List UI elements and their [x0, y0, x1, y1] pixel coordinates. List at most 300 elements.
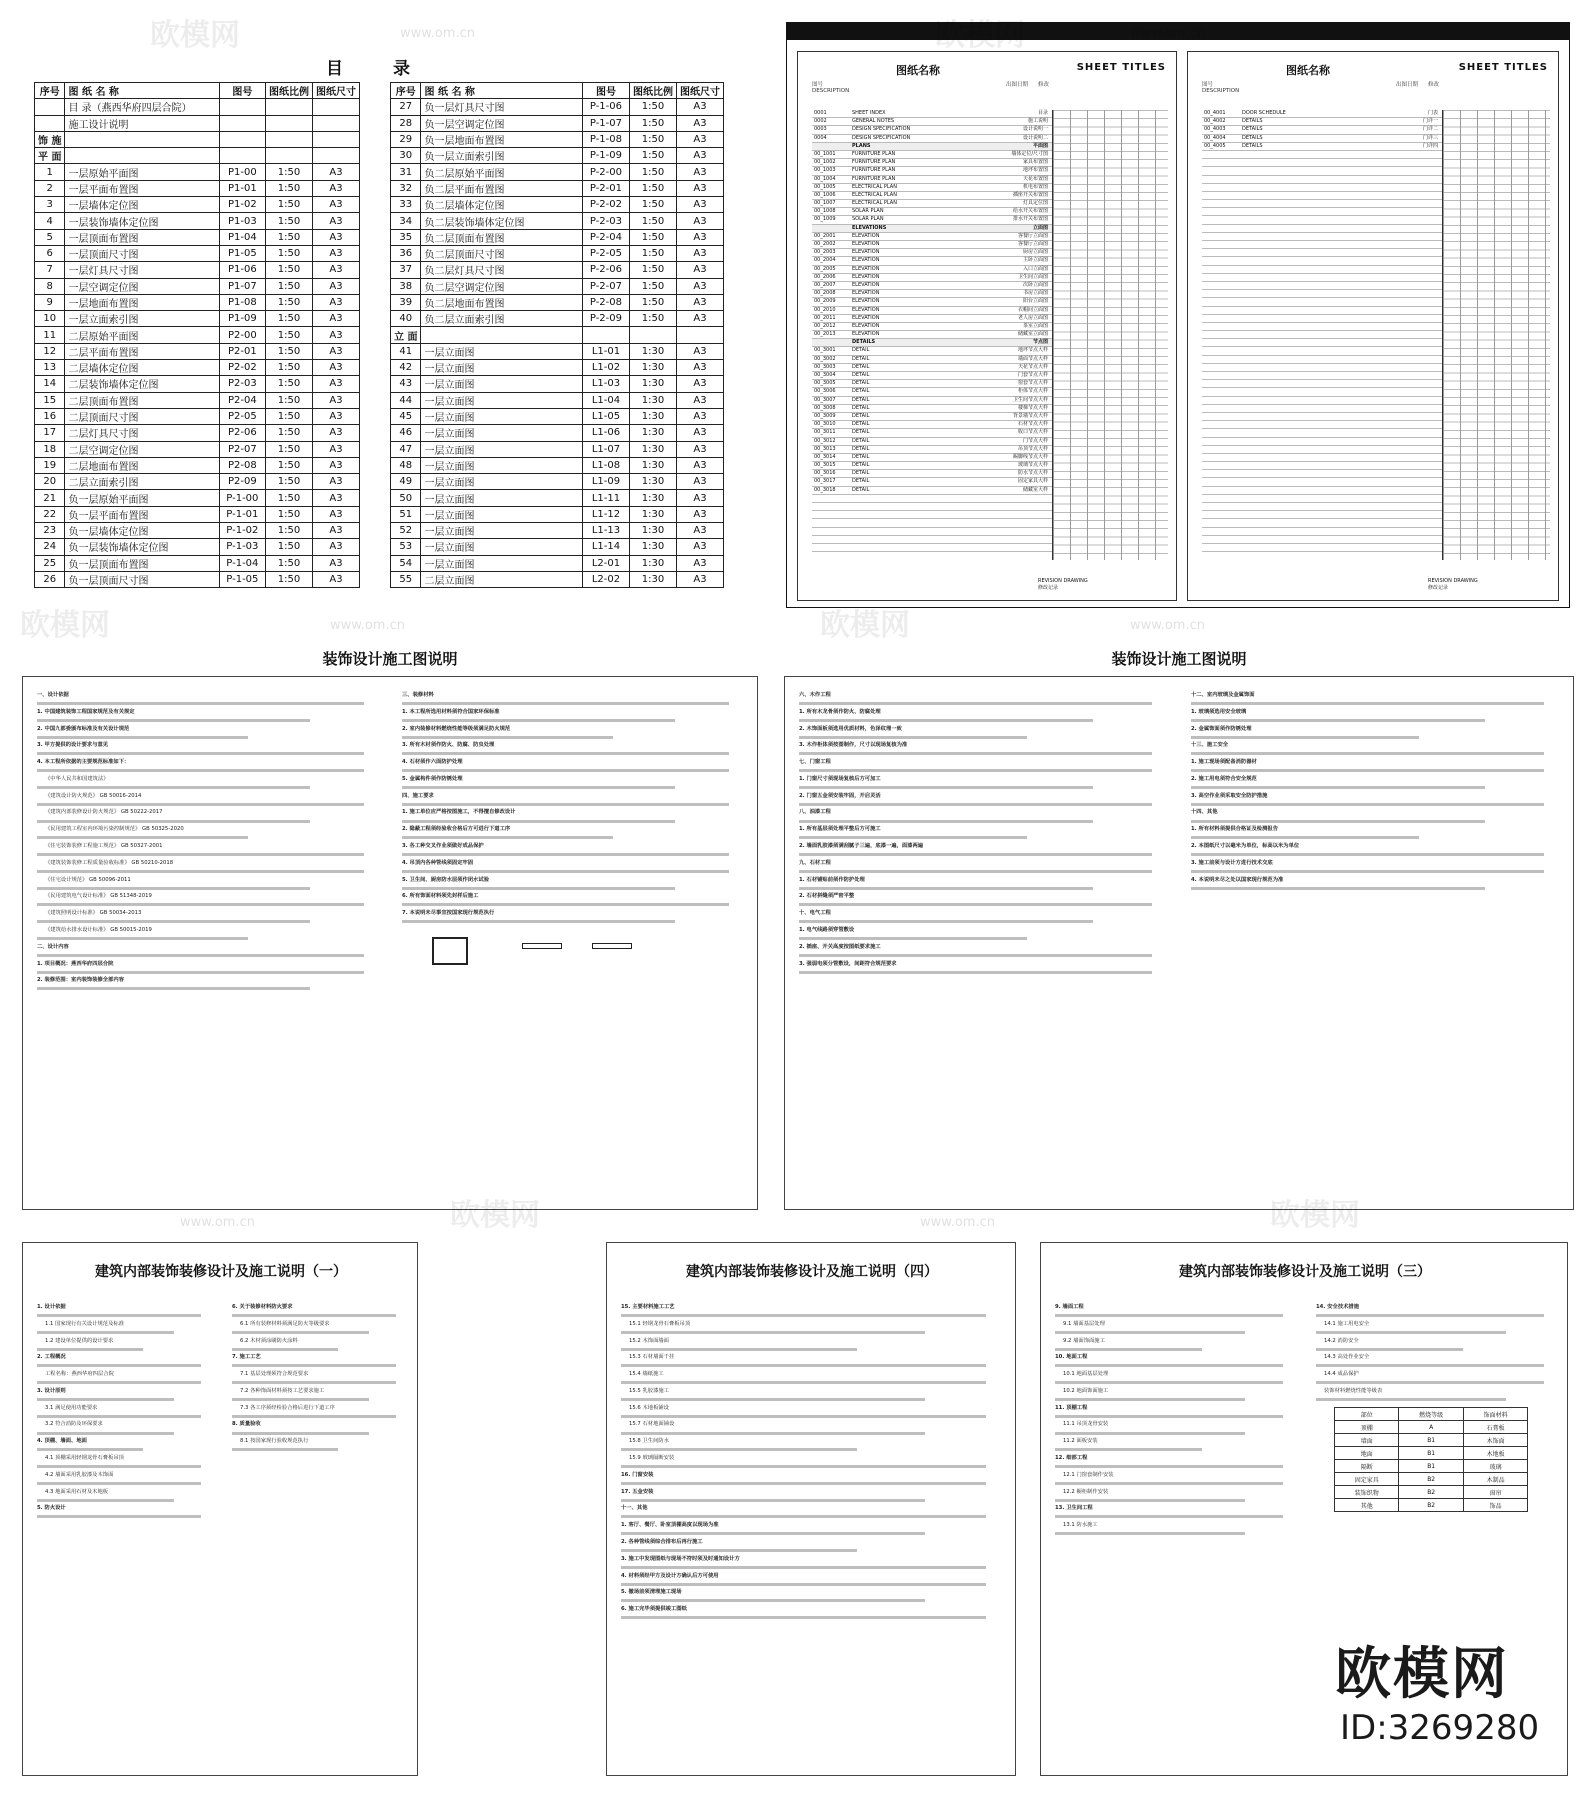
toc-cell-name: 负一层平面布置图: [65, 506, 219, 522]
toc-row: [35, 180, 360, 196]
doc-text-line: 3. 所有木材须作防火、防腐、防虫处理: [402, 742, 495, 749]
sheet-title-cn: 墙面节点大样: [1017, 355, 1048, 362]
toc-cell-size: A3: [676, 392, 723, 408]
illegible-text-line: [37, 803, 364, 806]
watermark-url: www.om.cn: [1130, 26, 1205, 41]
toc-header-row: [391, 83, 724, 99]
toc-cell-size: A3: [676, 229, 723, 245]
toc-cell-no: 平 面: [35, 148, 65, 164]
doc-text-line: 4. 吊顶内各种管线须固定牢固: [402, 859, 474, 866]
sheet-title-cn: 卫生间节点大样: [1012, 396, 1048, 403]
sheet-title-empty-row: [1202, 298, 1442, 306]
doc-text-line: 12. 细部工程: [1055, 1455, 1088, 1462]
sheet-title-desc: DETAILS: [1242, 142, 1263, 149]
doc-text-line: 15.6 木地板铺设: [629, 1404, 669, 1411]
toc-cell-name: 一层立面图: [421, 474, 582, 490]
toc-cell-size: A3: [676, 115, 723, 131]
doc-text-line: 工程名称：燕西华府四层合院: [45, 1371, 114, 1378]
sheet-title-row: [812, 241, 1052, 249]
illegible-text-line: [799, 803, 1152, 806]
toc-row: [391, 408, 724, 424]
toc-row: [391, 245, 724, 261]
doc-text-line: 1. 所有基层须处理平整后方可施工: [799, 826, 881, 833]
toc-cell-no: 35: [391, 229, 421, 245]
watermark-text: 欧模网: [20, 608, 110, 643]
sheet-title-desc: ELEVATION: [852, 257, 880, 264]
doc-text-line: 6.2 木材须涂刷防火涂料: [240, 1337, 298, 1344]
illegible-text-line: [1191, 719, 1485, 722]
toc-cell-code: P-2-02: [582, 197, 629, 213]
sheet-title-cn: 入口立面图: [1022, 265, 1048, 272]
doc-b-sheet: [784, 676, 1574, 1210]
illegible-text-line: [1055, 1364, 1283, 1367]
toc-cell-name: 一层装饰墙体定位图: [65, 213, 219, 229]
sheet-title-desc: DETAIL: [852, 404, 870, 411]
toc-row: [35, 474, 360, 490]
illegible-text-line: [621, 1465, 986, 1468]
illegible-text-line: [37, 1331, 174, 1334]
illegible-text-line: [402, 920, 675, 923]
illegible-text-line: [621, 1532, 925, 1535]
toc-cell-size: A3: [676, 523, 723, 539]
sheet-title-code: 00_3005: [814, 380, 836, 387]
illegible-text-line: [1055, 1348, 1202, 1351]
sheet-title-code: 00_2005: [814, 265, 836, 272]
sheet-title-code: 00_1008: [814, 208, 836, 215]
sheet-title-empty-row: [1202, 249, 1442, 257]
toc-cell-scale: 1:30: [629, 457, 676, 473]
toc-cell-no: 5: [35, 229, 65, 245]
toc-cell-name: 二层立面索引图: [65, 474, 219, 490]
doc-text-line: 7.2 各种饰面材料须按工艺要求施工: [240, 1387, 325, 1394]
toc-cell-name: 一层立面图: [421, 457, 582, 473]
doc-text-line: 8. 质量验收: [232, 1421, 261, 1428]
sheet-title-cn: 玻璃节点大样: [1017, 462, 1048, 469]
toc-cell-scale: 1:50: [265, 523, 312, 539]
sheet-title-empty-row: [1202, 225, 1442, 233]
doc-text-line: 七、门窗工程: [799, 759, 831, 766]
toc-cell-name: 负二层原始平面图: [421, 164, 582, 180]
sheet-title-row: [812, 126, 1052, 134]
toc-cell-no: 17: [35, 425, 65, 441]
illegible-text-line: [1191, 803, 1544, 806]
fire-rating-row: [1335, 1460, 1528, 1473]
toc-cell-no: 41: [391, 343, 421, 359]
toc-cell-scale: 1:50: [629, 131, 676, 147]
sheet-title-cn: 书房立面图: [1022, 290, 1048, 297]
doc-text-line: 4. 顶棚、墙面、地面: [37, 1438, 87, 1445]
sheet-titles-panel-left: [797, 51, 1177, 601]
sheet-title-desc: FURNITURE PLAN: [852, 167, 896, 174]
doc-text-line: 2. 室内装修材料燃烧性能等级须满足防火规范: [402, 725, 511, 732]
illegible-text-line: [37, 719, 310, 722]
toc-cell-no: 28: [391, 115, 421, 131]
toc-cell-no: 37: [391, 262, 421, 278]
toc-cell-name: 一层立面图: [421, 506, 582, 522]
toc-row: [35, 294, 360, 310]
toc-row: [35, 506, 360, 522]
toc-cell-name: 一层地面布置图: [65, 294, 219, 310]
doc-text-line: 六、木作工程: [799, 692, 831, 698]
doc-a-sheet: [22, 676, 758, 1210]
sheet-title-desc: DOOR SCHEDULE: [1242, 110, 1286, 116]
sheet-title-code: 00_3013: [814, 445, 836, 452]
toc-row: [35, 229, 360, 245]
toc-cell-name: 一层立面图: [421, 523, 582, 539]
sheet-title-desc: DETAIL: [852, 478, 870, 485]
illegible-text-line: [799, 971, 1152, 974]
toc-cell-code: P1-07: [219, 278, 265, 294]
doc-text-line: 15.2 木饰面墙面: [629, 1337, 669, 1344]
sheet-title-code: 00_2011: [814, 314, 836, 321]
doc-text-line: 3. 各工种交叉作业须做好成品保护: [402, 843, 484, 850]
sheet-title-row: [812, 257, 1052, 265]
sheet-title-empty-row: [1202, 274, 1442, 282]
toc-cell-name: 一层顶面布置图: [65, 229, 219, 245]
sheet-title-desc: ELEVATION: [852, 298, 880, 305]
illegible-text-line: [402, 853, 729, 856]
doc-d-title: 建筑内部装饰装修设计及施工说明（四）: [686, 1264, 938, 1280]
toc-cell-no: 8: [35, 278, 65, 294]
toc-cell-size: [676, 327, 723, 343]
watermark-text: 欧模网: [935, 18, 1025, 53]
sheet-title-code: 00_4003: [1204, 126, 1226, 133]
doc-text-line: 4. 本工程所依据的主要规范标准如下：: [37, 759, 130, 766]
toc-cell-code: P1-03: [219, 213, 265, 229]
sheet-title-empty-row: [1202, 519, 1442, 527]
sheet-title-cn: 灯具定位图: [1022, 200, 1048, 207]
illegible-text-line: [1191, 820, 1485, 823]
doc-text-line: 2. 施工用电须符合安全规范: [1191, 775, 1257, 782]
illegible-text-line: [37, 1364, 201, 1367]
sheet-titles-col-release: 出图日期: [1396, 82, 1419, 88]
toc-cell-name: 一层立面图: [421, 555, 582, 571]
toc-cell-name: 负一层原始平面图: [65, 490, 219, 506]
sheet-title-section-row: [812, 225, 1052, 233]
illegible-text-line: [37, 702, 364, 705]
toc-cell-size: A3: [312, 490, 359, 506]
doc-text-line: 2. 本图纸尺寸以毫米为单位，标高以米为单位: [1191, 843, 1300, 850]
doc-text-line: 2. 工程概况: [37, 1354, 66, 1361]
sheet-title-desc: DETAIL: [852, 347, 870, 354]
sheet-title-row: [812, 446, 1052, 454]
toc-cell-name: 负二层顶面布置图: [421, 229, 582, 245]
sheet-title-empty-row: [1202, 151, 1442, 159]
toc-cell-scale: [265, 131, 312, 147]
sheet-title-desc: ELEVATION: [852, 281, 880, 288]
toc-row: [391, 131, 724, 147]
toc-cell-no: 33: [391, 197, 421, 213]
toc-cell-no: 50: [391, 490, 421, 506]
illegible-text-line: [37, 1314, 201, 1317]
toc-cell-name: 负二层立面索引图: [421, 311, 582, 327]
toc-cell-no: 立 面: [391, 327, 421, 343]
toc-cell-no: 30: [391, 148, 421, 164]
doc-text-line: 《民用建筑电气设计标准》 GB 51348-2019: [45, 893, 152, 900]
doc-text-line: 1. 玻璃须选用安全玻璃: [1191, 708, 1247, 715]
sheet-title-cn: 衣帽间立面图: [1017, 306, 1048, 313]
sheet-title-code: 00_2013: [814, 331, 836, 338]
sheet-titles-header: [1188, 52, 1558, 108]
doc-text-line: 7.1 基层处理须符合规范要求: [240, 1371, 309, 1378]
doc-text-line: 3. 强弱电须分管敷设，间距符合规范要求: [799, 960, 897, 967]
doc-text-line: 6.1 所有装修材料须满足防火等级要求: [240, 1320, 330, 1327]
sheet-title-desc: ELEVATIONS: [852, 224, 887, 231]
sheet-title-row: [812, 315, 1052, 323]
doc-text-line: 14.3 高处作业安全: [1324, 1354, 1370, 1361]
illegible-text-line: [1055, 1532, 1245, 1535]
doc-text-line: 15.8 卫生间防水: [629, 1438, 669, 1445]
sheet-title-empty-row: [1202, 315, 1442, 323]
doc-text-line: 7. 施工工艺: [232, 1354, 261, 1361]
sheet-title-empty-row: [1202, 200, 1442, 208]
toc-cell-name: 负一层顶面布置图: [65, 555, 219, 571]
watermark-url: www.om.cn: [400, 26, 475, 41]
toc-section-row: [391, 327, 724, 343]
toc-cell-code: L1-09: [582, 474, 629, 490]
toc-cell-size: A3: [312, 523, 359, 539]
toc-cell-scale: 1:50: [265, 164, 312, 180]
fire-rating-cell: A: [1399, 1421, 1463, 1434]
doc-text-line: 《建筑照明设计标准》 GB 50034-2013: [45, 910, 142, 917]
watermark-url: www.om.cn: [330, 618, 405, 633]
sheet-title-cn: 背景墙节点大样: [1012, 412, 1048, 419]
toc-cell-name: 一层立面图: [421, 490, 582, 506]
sheet-title-empty-row: [1202, 323, 1442, 331]
toc-cell-no: 20: [35, 474, 65, 490]
doc-c-sheet: [22, 1242, 418, 1776]
sheet-title-empty-row: [1202, 257, 1442, 265]
toc-cell-code: P1-06: [219, 262, 265, 278]
sheet-title-empty-row: [1202, 413, 1442, 421]
fire-rating-row: [1335, 1408, 1528, 1421]
toc-cell-no: 22: [35, 506, 65, 522]
toc-cell-size: A3: [312, 474, 359, 490]
toc-cell-scale: 1:50: [265, 327, 312, 343]
toc-cell-size: A3: [312, 327, 359, 343]
toc-row: [391, 278, 724, 294]
toc-cell-name: 负一层地面布置图: [421, 131, 582, 147]
fire-rating-cell: B1: [1399, 1447, 1463, 1460]
toc-cell-no: 44: [391, 392, 421, 408]
toc-row: [391, 506, 724, 522]
sheet-title-row: [1202, 126, 1442, 134]
toc-row: [391, 523, 724, 539]
doc-text-line: 1. 项目概况：燕西华府四层合院: [37, 960, 114, 967]
toc-cell-code: P-2-04: [582, 229, 629, 245]
toc-header-no: 序号: [35, 83, 65, 99]
illegible-text-line: [402, 752, 729, 755]
toc-cell-size: A3: [676, 457, 723, 473]
sheet-title-cn: 天花布置图: [1022, 175, 1048, 182]
sheet-title-code: 00_1005: [814, 183, 836, 190]
toc-section-row: [35, 148, 360, 164]
sheet-title-empty-row: [1202, 233, 1442, 241]
toc-cell-scale: 1:30: [629, 425, 676, 441]
toc-cell-size: A3: [312, 343, 359, 359]
sheet-title-empty-row: [812, 519, 1052, 527]
doc-text-line: 1. 所有材料须提供合格证及检测报告: [1191, 826, 1278, 833]
sheet-title-code: 00_2012: [814, 322, 836, 329]
sheet-title-cn: 收口节点大样: [1017, 429, 1048, 436]
doc-text-line: 16. 门窗安装: [621, 1471, 654, 1478]
toc-cell-name: 负一层灯具尺寸图: [421, 99, 582, 115]
doc-text-line: 15.1 轻钢龙骨石膏板吊顶: [629, 1320, 691, 1327]
sheet-title-cn: 设计说明一: [1022, 126, 1048, 133]
toc-row: [35, 311, 360, 327]
sheet-title-cn: 给水开关布置图: [1012, 208, 1048, 215]
doc-text-line: 4. 材料须经甲方及设计方确认后方可使用: [621, 1572, 719, 1579]
illegible-text-line: [1191, 769, 1544, 772]
toc-cell-no: 40: [391, 311, 421, 327]
sheet-title-desc: DETAIL: [852, 486, 870, 493]
sheet-title-cn: 储藏室立面图: [1017, 331, 1048, 338]
doc-text-line: 《中华人民共和国建筑法》: [45, 775, 109, 782]
doc-text-line: 1. 本工程所选用材料须符合国家环保标准: [402, 708, 500, 715]
sheet-title-row: [812, 184, 1052, 192]
doc-text-line: 1. 客厅、餐厅、卧室顶棚高度以现场为准: [621, 1522, 719, 1529]
doc-text-line: 15.4 墙纸施工: [629, 1371, 664, 1378]
toc-cell-no: 36: [391, 245, 421, 261]
toc-cell-scale: 1:50: [265, 555, 312, 571]
doc-text-line: 13.1 防水施工: [1063, 1522, 1098, 1529]
toc-cell-size: A3: [676, 148, 723, 164]
toc-cell-name: 二层灯具尺寸图: [65, 425, 219, 441]
sheet-titles-body: [1202, 110, 1550, 560]
sheet-title-cn: 踢脚线节点大样: [1012, 453, 1048, 460]
toc-cell-code: P-2-00: [582, 164, 629, 180]
toc-cell-code: P-1-03: [219, 539, 265, 555]
sheet-title-empty-row: [1202, 544, 1442, 552]
toc-row: [391, 343, 724, 359]
doc-d-col-1: [621, 1303, 1001, 1765]
sheet-title-desc: ELEVATION: [852, 306, 880, 313]
sheet-title-empty-row: [1202, 478, 1442, 486]
doc-text-line: 10.1 地面基层处理: [1063, 1371, 1109, 1378]
doc-text-line: 四、施工要求: [402, 792, 434, 799]
sheet-title-empty-row: [1202, 372, 1442, 380]
illegible-text-line: [799, 769, 1152, 772]
toc-row: [35, 262, 360, 278]
doc-text-line: 十二、室内玻璃及金属饰面: [1191, 692, 1255, 698]
sheet-title-code: 00_2010: [814, 306, 836, 313]
sheet-title-row: [812, 331, 1052, 339]
toc-cell-name: [65, 148, 219, 164]
sheet-title-empty-row: [1202, 347, 1442, 355]
sheet-title-cn: 石材节点大样: [1017, 421, 1048, 428]
toc-cell-code: P1-08: [219, 294, 265, 310]
toc-cell-no: 1: [35, 164, 65, 180]
doc-text-line: 1. 门窗尺寸须现场复核后方可加工: [799, 775, 881, 782]
illegible-text-line: [232, 1314, 396, 1317]
toc-cell-size: A3: [312, 571, 359, 587]
watermark-url: www.om.cn: [1130, 618, 1205, 633]
sheet-title-cn: 机电布置图: [1022, 183, 1048, 190]
doc-text-line: 11.2 面板安装: [1063, 1438, 1098, 1445]
illegible-text-line: [232, 1398, 369, 1401]
toc-cell-code: L1-01: [582, 343, 629, 359]
doc-text-line: 八、油漆工程: [799, 809, 831, 816]
sheet-title-empty-row: [1202, 307, 1442, 315]
doc-text-line: 《住宅设计规范》 GB 50096-2011: [45, 876, 131, 883]
sheet-titles-grid: [1052, 110, 1168, 560]
illegible-text-line: [402, 836, 613, 839]
toc-cell-no: 34: [391, 213, 421, 229]
sheet-titles-grid: [1442, 110, 1550, 560]
sheet-title-empty-row: [1202, 470, 1442, 478]
doc-text-line: 15.9 玻璃隔断安装: [629, 1455, 675, 1462]
toc-section-row: [35, 131, 360, 147]
fire-rating-cell: B1: [1399, 1460, 1463, 1473]
illegible-text-line: [402, 719, 675, 722]
toc-cell-size: A3: [676, 539, 723, 555]
toc-cell-no: 38: [391, 278, 421, 294]
sheet-titles-footer: [1038, 578, 1088, 592]
toc-cell-size: A3: [312, 360, 359, 376]
toc-cell-size: A3: [676, 131, 723, 147]
toc-cell-name: 负二层地面布置图: [421, 294, 582, 310]
illegible-text-line: [1055, 1448, 1202, 1451]
doc-text-line: 3. 施工前须与设计方进行技术交底: [1191, 859, 1273, 866]
sheet-titles-body: [812, 110, 1168, 560]
sheet-title-empty-row: [1202, 339, 1442, 347]
sheet-title-cn: 阳台立面图: [1022, 298, 1048, 305]
sheet-title-cn: 目录: [1037, 110, 1048, 116]
toc-cell-code: L1-11: [582, 490, 629, 506]
sheet-title-desc: SHEET INDEX: [852, 110, 886, 116]
toc-cell-size: A3: [676, 506, 723, 522]
toc-cell-code: L2-01: [582, 555, 629, 571]
sheet-title-desc: DETAILS: [1242, 126, 1263, 133]
toc-cell-name: 负二层墙体定位图: [421, 197, 582, 213]
illegible-text-line: [799, 702, 1152, 705]
illegible-text-line: [621, 1499, 925, 1502]
doc-text-line: 3. 甲方提供的设计要求与意见: [37, 742, 109, 749]
sheet-titles-header: [798, 52, 1176, 108]
sheet-title-row: [812, 118, 1052, 126]
sheet-title-code: 00_3001: [814, 347, 836, 354]
doc-text-line: 3. 高空作业须采取安全防护措施: [1191, 792, 1268, 799]
illegible-text-line: [799, 736, 1027, 739]
toc-row: [35, 539, 360, 555]
sheet-title-empty-row: [1202, 159, 1442, 167]
sheet-title-empty-row: [1202, 216, 1442, 224]
doc-text-line: 4.2 墙面采用乳胶漆及木饰面: [45, 1471, 114, 1478]
toc-row: [35, 376, 360, 392]
toc-cell-code: P-1-04: [219, 555, 265, 571]
toc-cell-code: P-1-00: [219, 490, 265, 506]
toc-header-name: 图 纸 名 称: [421, 83, 582, 99]
sheet-title-cn: 门节点大样: [1022, 437, 1048, 444]
toc-cell-scale: 1:30: [629, 539, 676, 555]
illegible-text-line: [1055, 1432, 1245, 1435]
toc-table-left: [34, 82, 360, 588]
toc-cell-no: 11: [35, 327, 65, 343]
toc-cell-code: P-2-09: [582, 311, 629, 327]
toc-cell-scale: 1:50: [629, 294, 676, 310]
doc-text-line: 6. 施工完毕须提供竣工图纸: [621, 1606, 687, 1613]
illegible-text-line: [37, 1415, 201, 1418]
illegible-text-line: [621, 1482, 986, 1485]
toc-cell-scale: 1:50: [265, 376, 312, 392]
sheet-title-cn: 防水节点大样: [1017, 470, 1048, 477]
sheet-title-empty-row: [1202, 282, 1442, 290]
sheet-title-row: [812, 307, 1052, 315]
watermark-text: 欧模网: [1270, 1198, 1360, 1233]
toc-cell-scale: 1:30: [629, 523, 676, 539]
sheet-title-empty-row: [1202, 495, 1442, 503]
toc-cell-code: [219, 99, 265, 115]
